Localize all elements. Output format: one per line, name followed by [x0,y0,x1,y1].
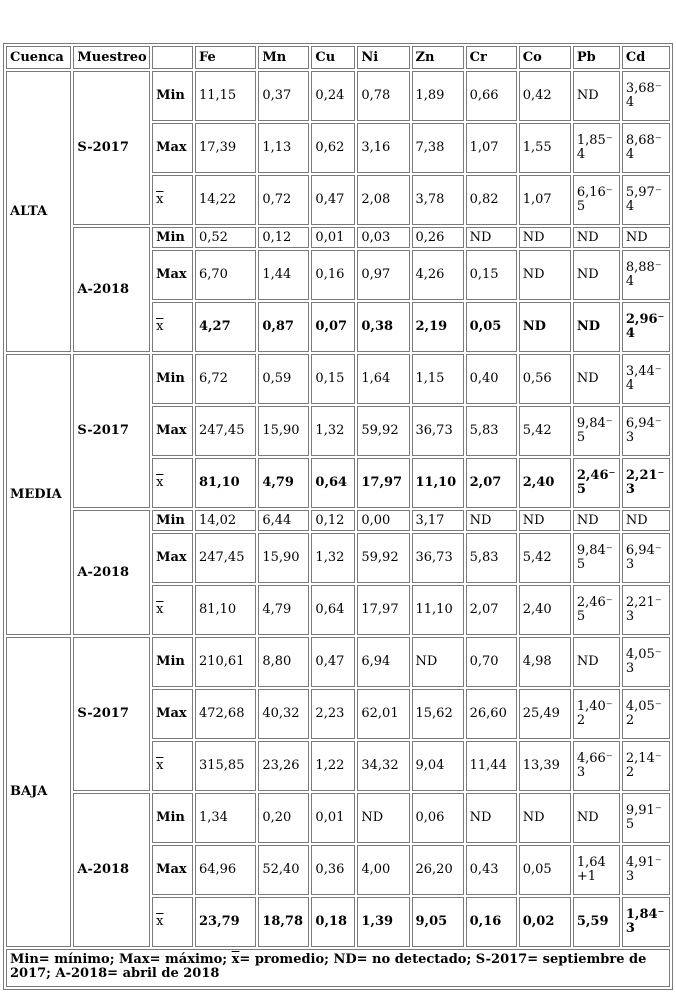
value-ni: ND [357,793,409,843]
value-ni: 59,92 [357,533,409,583]
metals-concentration-table [3,43,673,990]
value-pb: ND [573,227,620,248]
value-mn: 1,13 [258,123,309,173]
value-pb: 9,84⁻ 5 [573,533,620,583]
value-pb: 2,46⁻ 5 [573,585,620,635]
value-ni: 17,97 [357,458,409,508]
stat-label: Max [152,845,193,895]
value-mn: 1,44 [258,250,309,300]
stat-label: Max [152,250,193,300]
stat-label: Min [152,637,193,687]
value-cd: 4,05⁻ 2 [622,689,670,739]
value-cr: 0,43 [466,845,517,895]
value-cr: 0,05 [466,302,517,352]
stat-label: Max [152,406,193,456]
value-zn: 3,17 [412,510,464,531]
header-mn: Mn [258,46,309,69]
value-mn: 18,78 [258,897,309,947]
value-cd: 4,91⁻ 3 [622,845,670,895]
header-row [6,46,670,69]
header-ni: Ni [357,46,409,69]
value-cu: 0,07 [311,302,355,352]
value-cu: 0,16 [311,250,355,300]
header-cd: Cd [622,46,670,69]
value-fe: 247,45 [195,406,256,456]
value-co: 0,42 [519,71,571,121]
value-mn: 0,87 [258,302,309,352]
stat-label: Max [152,689,193,739]
value-mn: 0,20 [258,793,309,843]
value-fe: 0,52 [195,227,256,248]
footnote-text-1: Min= mínimo; Max= máximo; [10,952,232,967]
value-fe: 4,27 [195,302,256,352]
header-stat [152,46,193,69]
value-mn: 0,72 [258,175,309,225]
value-zn: 0,06 [412,793,464,843]
value-ni: 6,94 [357,637,409,687]
value-co: 1,07 [519,175,571,225]
value-ni: 59,92 [357,406,409,456]
muestreo-cell: A-2018 [73,793,150,947]
value-co: 5,42 [519,533,571,583]
value-fe: 11,15 [195,71,256,121]
value-cu: 1,22 [311,741,355,791]
value-ni: 0,00 [357,510,409,531]
mean-symbol: $\overline{x}$ [156,475,164,490]
value-zn: 7,38 [412,123,464,173]
value-pb: 9,84⁻ 5 [573,406,620,456]
value-fe: 472,68 [195,689,256,739]
value-cd: 2,96⁻ 4 [622,302,670,352]
cuenca-cell: BAJA [6,637,71,947]
value-cr: 0,66 [466,71,517,121]
value-fe: 14,02 [195,510,256,531]
value-cr: 11,44 [466,741,517,791]
value-cu: 0,62 [311,123,355,173]
value-co: ND [519,302,571,352]
stat-label [152,175,193,225]
value-ni: 17,97 [357,585,409,635]
value-pb: 1,85⁻ 4 [573,123,620,173]
value-zn: 9,04 [412,741,464,791]
value-cd: ND [622,227,670,248]
value-ni: 34,32 [357,741,409,791]
value-cu: 0,24 [311,71,355,121]
value-pb: 1,64 +1 [573,845,620,895]
stat-label: Min [152,510,193,531]
value-pb: ND [573,71,620,121]
value-pb: ND [573,510,620,531]
value-co: 25,49 [519,689,571,739]
value-ni: 3,16 [357,123,409,173]
value-mn: 4,79 [258,458,309,508]
value-co: 2,40 [519,458,571,508]
value-mn: 15,90 [258,533,309,583]
value-fe: 247,45 [195,533,256,583]
value-zn: 36,73 [412,533,464,583]
stat-label [152,741,193,791]
value-zn: 11,10 [412,458,464,508]
value-ni: 1,64 [357,354,409,404]
value-co: ND [519,793,571,843]
value-cd: 2,14⁻ 2 [622,741,670,791]
mean-symbol: $\overline{x}$ [156,914,164,929]
value-cd: 9,91⁻ 5 [622,793,670,843]
value-fe: 210,61 [195,637,256,687]
value-co: ND [519,250,571,300]
table-row [6,793,670,843]
stat-label: Max [152,533,193,583]
value-cu: 0,47 [311,175,355,225]
value-pb: 6,16⁻ 5 [573,175,620,225]
value-fe: 14,22 [195,175,256,225]
stat-label [152,897,193,947]
value-cd: 5,97⁻ 4 [622,175,670,225]
muestreo-cell: S-2017 [73,637,150,791]
value-zn: 1,15 [412,354,464,404]
value-pb: 2,46⁻ 5 [573,458,620,508]
value-zn: 9,05 [412,897,464,947]
stat-label [152,585,193,635]
value-co: 0,02 [519,897,571,947]
value-ni: 0,38 [357,302,409,352]
mean-symbol: $\overline{x}$ [156,602,164,617]
value-cr: 0,40 [466,354,517,404]
value-cu: 0,18 [311,897,355,947]
value-fe: 315,85 [195,741,256,791]
value-cd: ND [622,510,670,531]
stat-label [152,302,193,352]
value-cr: 2,07 [466,458,517,508]
value-cd: 2,21⁻ 3 [622,458,670,508]
value-zn: 2,19 [412,302,464,352]
value-co: 5,42 [519,406,571,456]
value-cd: 4,05⁻ 3 [622,637,670,687]
mean-symbol: $\overline{x}$ [156,758,164,773]
value-pb: ND [573,250,620,300]
value-cd: 6,94⁻ 3 [622,533,670,583]
table-row [6,71,670,121]
value-cd: 6,94⁻ 3 [622,406,670,456]
value-co: 13,39 [519,741,571,791]
value-mn: 0,37 [258,71,309,121]
value-co: ND [519,510,571,531]
muestreo-cell: A-2018 [73,510,150,635]
table-row [6,354,670,404]
value-ni: 0,97 [357,250,409,300]
header-co: Co [519,46,571,69]
value-cu: 0,64 [311,458,355,508]
value-cu: 2,23 [311,689,355,739]
value-fe: 64,96 [195,845,256,895]
value-cd: 2,21⁻ 3 [622,585,670,635]
footnote-text-2: = promedio; ND= no detectado; S-2017= septiembre de 2017; A-2018= abril de 2018 [10,952,647,981]
value-cu: 1,32 [311,406,355,456]
value-cr: 0,15 [466,250,517,300]
value-mn: 4,79 [258,585,309,635]
muestreo-cell: S-2017 [73,71,150,225]
value-mn: 52,40 [258,845,309,895]
header-cuenca: Cuenca [6,46,71,69]
header-cu: Cu [311,46,355,69]
value-co: ND [519,227,571,248]
stat-label [152,458,193,508]
footnote-row [6,949,670,987]
header-cr: Cr [466,46,517,69]
value-cu: 0,15 [311,354,355,404]
muestreo-cell: A-2018 [73,227,150,352]
value-cr: 5,83 [466,533,517,583]
value-mn: 0,12 [258,227,309,248]
value-co: 1,55 [519,123,571,173]
value-co: 0,05 [519,845,571,895]
value-cd: 3,44⁻ 4 [622,354,670,404]
table-row [6,227,670,248]
value-cd: 8,68⁻ 4 [622,123,670,173]
value-cr: ND [466,510,517,531]
value-cu: 0,47 [311,637,355,687]
value-zn: 26,20 [412,845,464,895]
mean-symbol: $\overline{x}$ [156,192,164,207]
value-mn: 6,44 [258,510,309,531]
value-fe: 81,10 [195,585,256,635]
value-fe: 1,34 [195,793,256,843]
value-cr: 0,16 [466,897,517,947]
value-pb: 5,59 [573,897,620,947]
value-fe: 17,39 [195,123,256,173]
value-zn: 0,26 [412,227,464,248]
value-pb: ND [573,302,620,352]
value-zn: 1,89 [412,71,464,121]
value-cu: 0,01 [311,793,355,843]
value-cu: 1,32 [311,533,355,583]
table-row [6,510,670,531]
value-ni: 2,08 [357,175,409,225]
value-cr: 0,82 [466,175,517,225]
header-muestreo: Muestreo [73,46,150,69]
mean-symbol: $\overline{x}$ [156,319,164,334]
value-cd: 8,88⁻ 4 [622,250,670,300]
value-zn: 3,78 [412,175,464,225]
value-pb: ND [573,637,620,687]
value-co: 0,56 [519,354,571,404]
value-pb: ND [573,793,620,843]
footnote [6,949,670,987]
value-zn: 15,62 [412,689,464,739]
value-fe: 6,72 [195,354,256,404]
value-ni: 62,01 [357,689,409,739]
value-pb: ND [573,354,620,404]
value-cd: 3,68⁻ 4 [622,71,670,121]
header-zn: Zn [412,46,464,69]
value-cr: 26,60 [466,689,517,739]
value-cr: 0,70 [466,637,517,687]
cuenca-cell: MEDIA [6,354,71,635]
header-pb: Pb [573,46,620,69]
value-zn: 36,73 [412,406,464,456]
muestreo-cell: S-2017 [73,354,150,508]
value-ni: 0,78 [357,71,409,121]
footnote-mean-symbol: $\overline{x}$ [231,952,240,967]
table-row [6,637,670,687]
cuenca-cell: ALTA [6,71,71,352]
value-cu: 0,64 [311,585,355,635]
value-cu: 0,12 [311,510,355,531]
value-zn: 11,10 [412,585,464,635]
value-pb: 1,40⁻ 2 [573,689,620,739]
value-cr: ND [466,793,517,843]
value-mn: 15,90 [258,406,309,456]
stat-label: Min [152,227,193,248]
stat-label: Max [152,123,193,173]
value-ni: 4,00 [357,845,409,895]
value-fe: 81,10 [195,458,256,508]
value-cr: 1,07 [466,123,517,173]
value-co: 2,40 [519,585,571,635]
value-fe: 6,70 [195,250,256,300]
value-mn: 23,26 [258,741,309,791]
value-zn: 4,26 [412,250,464,300]
value-pb: 4,66⁻ 3 [573,741,620,791]
value-co: 4,98 [519,637,571,687]
value-ni: 1,39 [357,897,409,947]
stat-label: Min [152,793,193,843]
value-ni: 0,03 [357,227,409,248]
stat-label: Min [152,354,193,404]
value-mn: 40,32 [258,689,309,739]
value-cr: 2,07 [466,585,517,635]
value-mn: 0,59 [258,354,309,404]
value-fe: 23,79 [195,897,256,947]
value-zn: ND [412,637,464,687]
value-cu: 0,36 [311,845,355,895]
value-cr: 5,83 [466,406,517,456]
value-cr: ND [466,227,517,248]
stat-label: Min [152,71,193,121]
value-mn: 8,80 [258,637,309,687]
header-fe: Fe [195,46,256,69]
value-cu: 0,01 [311,227,355,248]
value-cd: 1,84⁻ 3 [622,897,670,947]
